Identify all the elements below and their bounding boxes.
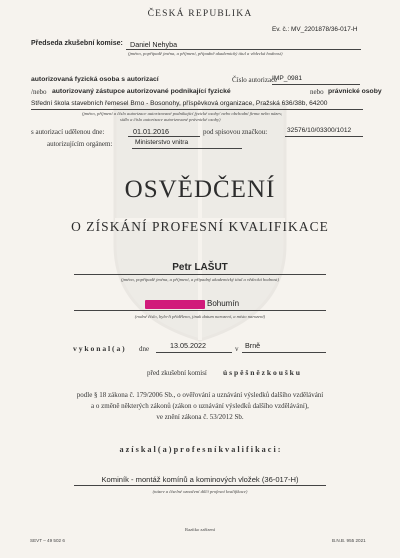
country-heading: ČESKÁ REPUBLIKA xyxy=(147,9,253,19)
granted-label: s autorizací udělenou dne: xyxy=(31,128,105,136)
authorized-representative-label: autorizovaný zástupce autorizované podnikající fyzické xyxy=(52,88,231,95)
registration-number: Ev. č.: MV_2201878/36-017-H xyxy=(272,26,358,33)
form-code-left: SEVT – 49 502 6 xyxy=(30,538,65,543)
or-label: /nebo xyxy=(31,88,47,96)
exam-date-underline xyxy=(156,352,232,353)
chair-label: Předseda zkušební komise: xyxy=(31,40,123,47)
exam-date-label: dne xyxy=(139,345,150,353)
authorized-person-label: autorizovaná fyzická osoba s autorizací xyxy=(31,76,159,83)
qualification-underline xyxy=(74,485,326,486)
exam-place-underline xyxy=(242,352,326,353)
authorization-number-label: Číslo autorizace xyxy=(232,76,278,84)
law-line-2: a o změně některých zákonů (zákon o uznávání výsledků dalšího vzdělávání), xyxy=(91,402,309,410)
certificate-title: OSVĚDČENÍ xyxy=(124,176,276,203)
authority-underline xyxy=(132,148,242,149)
redaction-mark xyxy=(145,300,205,309)
file-number-underline xyxy=(285,136,363,137)
file-number-label: pod spisovou značkou: xyxy=(203,128,268,136)
organization-note-1: (jméno, příjmení a číslo autorizace autorizované podnikající fyzické osoby/ nebo obchodní firma nebo název, xyxy=(82,111,283,116)
granted-underline xyxy=(128,136,200,137)
authority-label: autorizujícím orgánem: xyxy=(47,140,113,148)
legal-entity-label: právnické osoby xyxy=(328,88,382,95)
holder-birth-underline xyxy=(74,310,326,311)
holder-name-note: (jméno, popřípadě jména, a příjmení, a případný akademický titul a vědecká hodnost) xyxy=(121,277,279,282)
qualification-label: a z í s k a l ( a ) p r o f e s n í k v a l i f i k a c i : xyxy=(119,445,281,454)
exam-place-value: Brně xyxy=(245,341,261,350)
organization-note-2: sídlo a číslo autorizace autorizované právnické osoby) xyxy=(120,117,221,122)
chair-value: Daniel Nehyba xyxy=(130,40,178,49)
chair-underline xyxy=(126,49,361,50)
file-number-value: 32576/10/03300/1012 xyxy=(287,127,352,134)
form-code-right: B.N.B. 955 2021 xyxy=(332,538,366,543)
stamp-label: Razítko zařízení xyxy=(185,527,215,532)
law-line-1: podle § 18 zákona č. 179/2006 Sb., o ověřování a uznávání výsledků dalšího vzdělávání xyxy=(76,391,324,399)
or-label-2: nebo xyxy=(310,88,324,96)
chair-note: (jméno, popřípadě jména, a příjmení, případně akademický titul a vědecká hodnost) xyxy=(128,51,283,56)
authorization-number-underline xyxy=(272,84,360,85)
authorization-number-value: IMP_0981 xyxy=(272,75,303,82)
organization-value: Střední škola stavebních řemesel Brno - Bosonohy, příspěvková organizace, Pražská 636/38b, 64200 xyxy=(31,100,328,107)
holder-name: Petr LAŠUT xyxy=(172,262,228,273)
exam-place-label: v xyxy=(235,345,239,353)
exam-result: ú s p ě š n ě z k o u š k u xyxy=(223,368,301,377)
holder-name-underline xyxy=(74,274,326,275)
qualification-value: Kominík - montáž komínů a kominových vložek (36-017-H) xyxy=(101,475,299,484)
performed-label: v y k o n a l ( a ) xyxy=(73,344,125,353)
law-line-3: ve znění zákona č. 53/2012 Sb. xyxy=(156,413,244,421)
granted-value: 01.01.2016 xyxy=(133,127,169,136)
certificate-subtitle: O ZÍSKÁNÍ PROFESNÍ KVALIFIKACE xyxy=(71,219,329,234)
organization-underline xyxy=(31,109,363,110)
authority-value: Ministerstvo vnitra xyxy=(135,139,189,146)
before-commission-label: před zkušební komisí xyxy=(147,369,207,377)
exam-date-value: 13.05.2022 xyxy=(170,341,206,350)
qualification-note: (název a číselné označení dílčí profesní kvalifikace) xyxy=(152,489,248,494)
holder-birth-place: Bohumín xyxy=(207,299,240,308)
holder-birth-note: (rodné číslo, bylo-li přiděleno, jinak datum narození, a místo narození) xyxy=(134,314,266,319)
